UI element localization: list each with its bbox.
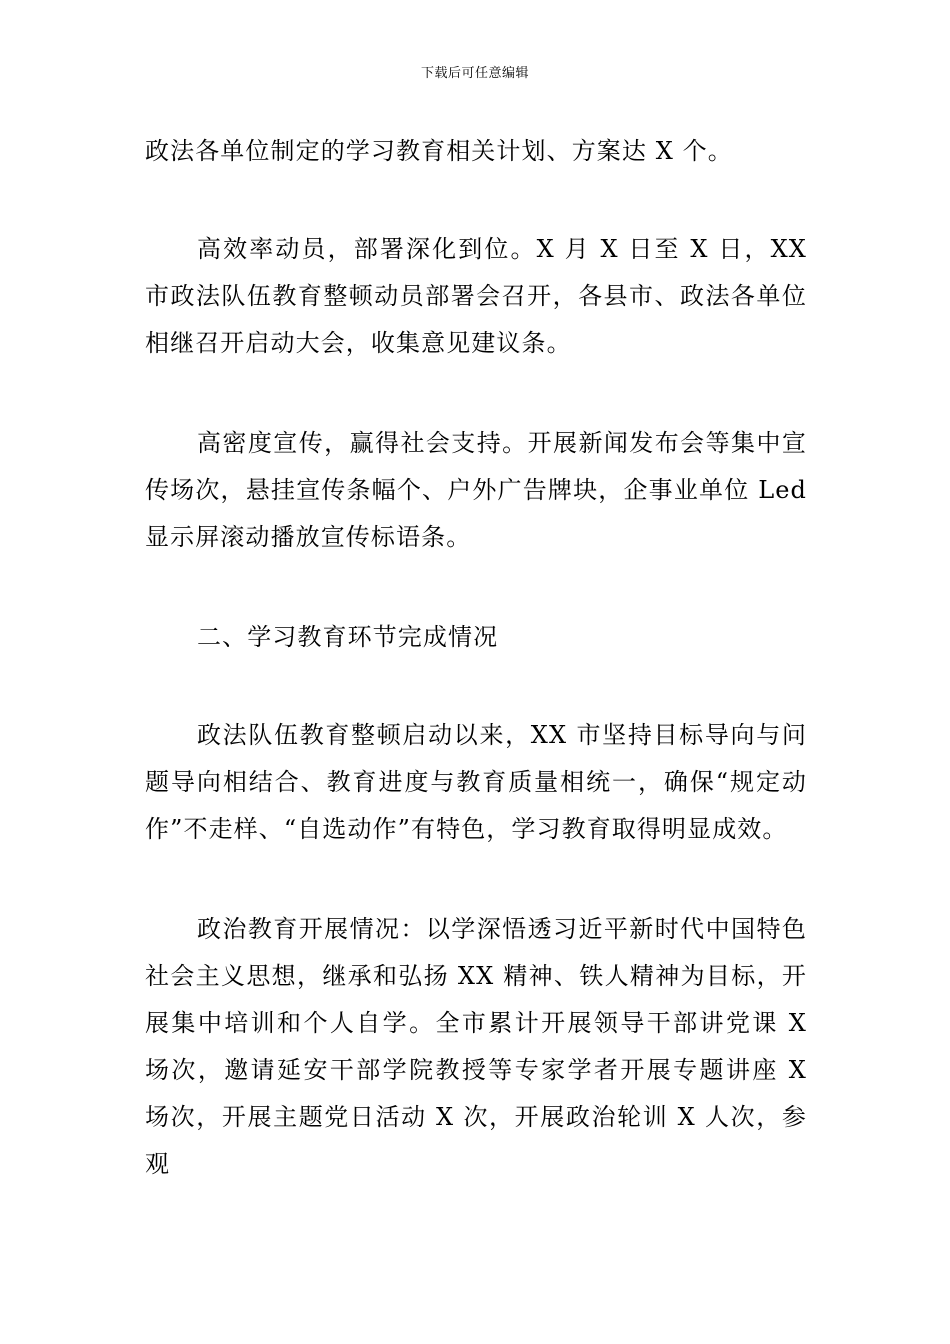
page-header: 下载后可任意编辑 <box>420 66 529 81</box>
paragraph-political-education: 政治教育开展情况：以学深悟透习近平新时代中国特色社会主义思想，继承和弘扬 XX 精神、铁人精神为目标，开展集中培训和个人自学。全市累计开展领导干部讲党课 X 场次，邀请延安干部学院教授等专家学者开展专题讲座 X 场次，开展主题党日活动 X 次，开展政治轮训 X 人次，参观 <box>145 915 807 1178</box>
paragraph-mobilization: 高效率动员，部署深化到位。X 月 X 日至 X 日，XX 市政法队伍教育整顿动员部署会召开，各县市、政法各单位相继召开启动大会，收集意见建议条。 <box>145 235 807 357</box>
paragraph-plan-count: 政法各单位制定的学习教育相关计划、方案达 X 个。 <box>145 137 733 165</box>
paragraph-study-overview: 政法队伍教育整顿启动以来，XX 市坚持目标导向与问题导向相结合、教育进度与教育质量相统一，确保“规定动作”不走样、“自选动作”有特色，学习教育取得明显成效。 <box>145 721 807 843</box>
paragraph-publicity: 高密度宣传，赢得社会支持。开展新闻发布会等集中宣传场次，悬挂宣传条幅个、户外广告牌块，企事业单位 Led 显示屏滚动播放宣传标语条。 <box>145 429 807 551</box>
document-body <box>145 128 807 1188</box>
section-heading-study-education: 二、学习教育环节完成情况 <box>197 623 499 651</box>
